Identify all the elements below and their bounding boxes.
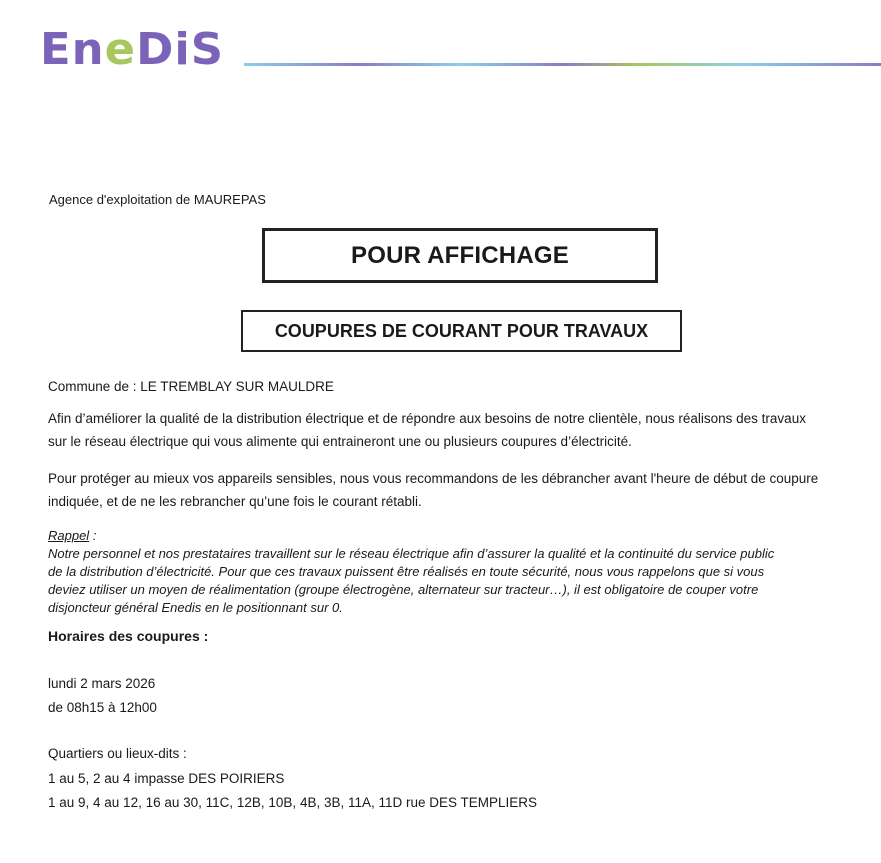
commune-line: Commune de : LE TREMBLAY SUR MAULDRE [48, 379, 334, 394]
protect-paragraph [48, 467, 848, 513]
intro-line: sur le réseau électrique qui vous alimente qui entraineront une ou plusieurs coupures d’électricité. [48, 434, 632, 449]
header-rule [244, 63, 881, 66]
rappel-colon: : [89, 528, 97, 543]
rappel-line: de la distribution d’électricité. Pour que ces travaux puissent être réalisés en toute sécurité, nous vous rappelons que si vous [48, 564, 765, 579]
schedule-title: Horaires des coupures : [48, 628, 209, 644]
intro-line: Afin d’améliorer la qualité de la distribution électrique et de répondre aux besoins de notre clientèle, nous réalisons des travaux [48, 411, 806, 426]
notice-title: POUR AFFICHAGE [262, 228, 658, 283]
logo-part-3: DiS [136, 24, 225, 75]
rappel-heading [48, 527, 838, 545]
notice-subtitle: COUPURES DE COURANT POUR TRAVAUX [241, 310, 682, 352]
district-item: 1 au 9, 4 au 12, 16 au 30, 11C, 12B, 10B, 4B, 3B, 11A, 11D rue DES TEMPLIERS [48, 795, 538, 810]
rappel-line: disjoncteur général Enedis en le positionnant sur 0. [48, 600, 343, 615]
district-item: 1 au 5, 2 au 4 impasse DES POIRIERS [48, 771, 285, 786]
rappel-line: Notre personnel et nos prestataires travaillent sur le réseau électrique afin d’assurer la qualité et la continuité du service public [48, 546, 775, 561]
protect-line: indiquée, et de ne les rebrancher qu’une fois le courant rétabli. [48, 494, 422, 509]
districts-label: Quartiers ou lieux-dits : [48, 746, 187, 761]
intro-paragraph [48, 407, 848, 453]
rappel-line: deviez utiliser un moyen de réalimentation (groupe électrogène, alternateur sur tracteur…), il est obligatoire de couper votre [48, 582, 759, 597]
protect-line: Pour protéger au mieux vos appareils sensibles, nous vous recommandons de les débrancher avant l'heure de début de coupure [48, 471, 819, 486]
outage-date: lundi 2 mars 2026 [48, 676, 156, 691]
agency-name: Agence d'exploitation de MAUREPAS [49, 192, 266, 207]
logo-part-1: En [40, 24, 105, 75]
enedis-logo [40, 26, 224, 74]
outage-hours: de 08h15 à 12h00 [48, 700, 157, 715]
rappel-section [48, 527, 838, 617]
rappel-title: Rappel [48, 528, 90, 543]
logo-part-2: e [104, 24, 137, 75]
